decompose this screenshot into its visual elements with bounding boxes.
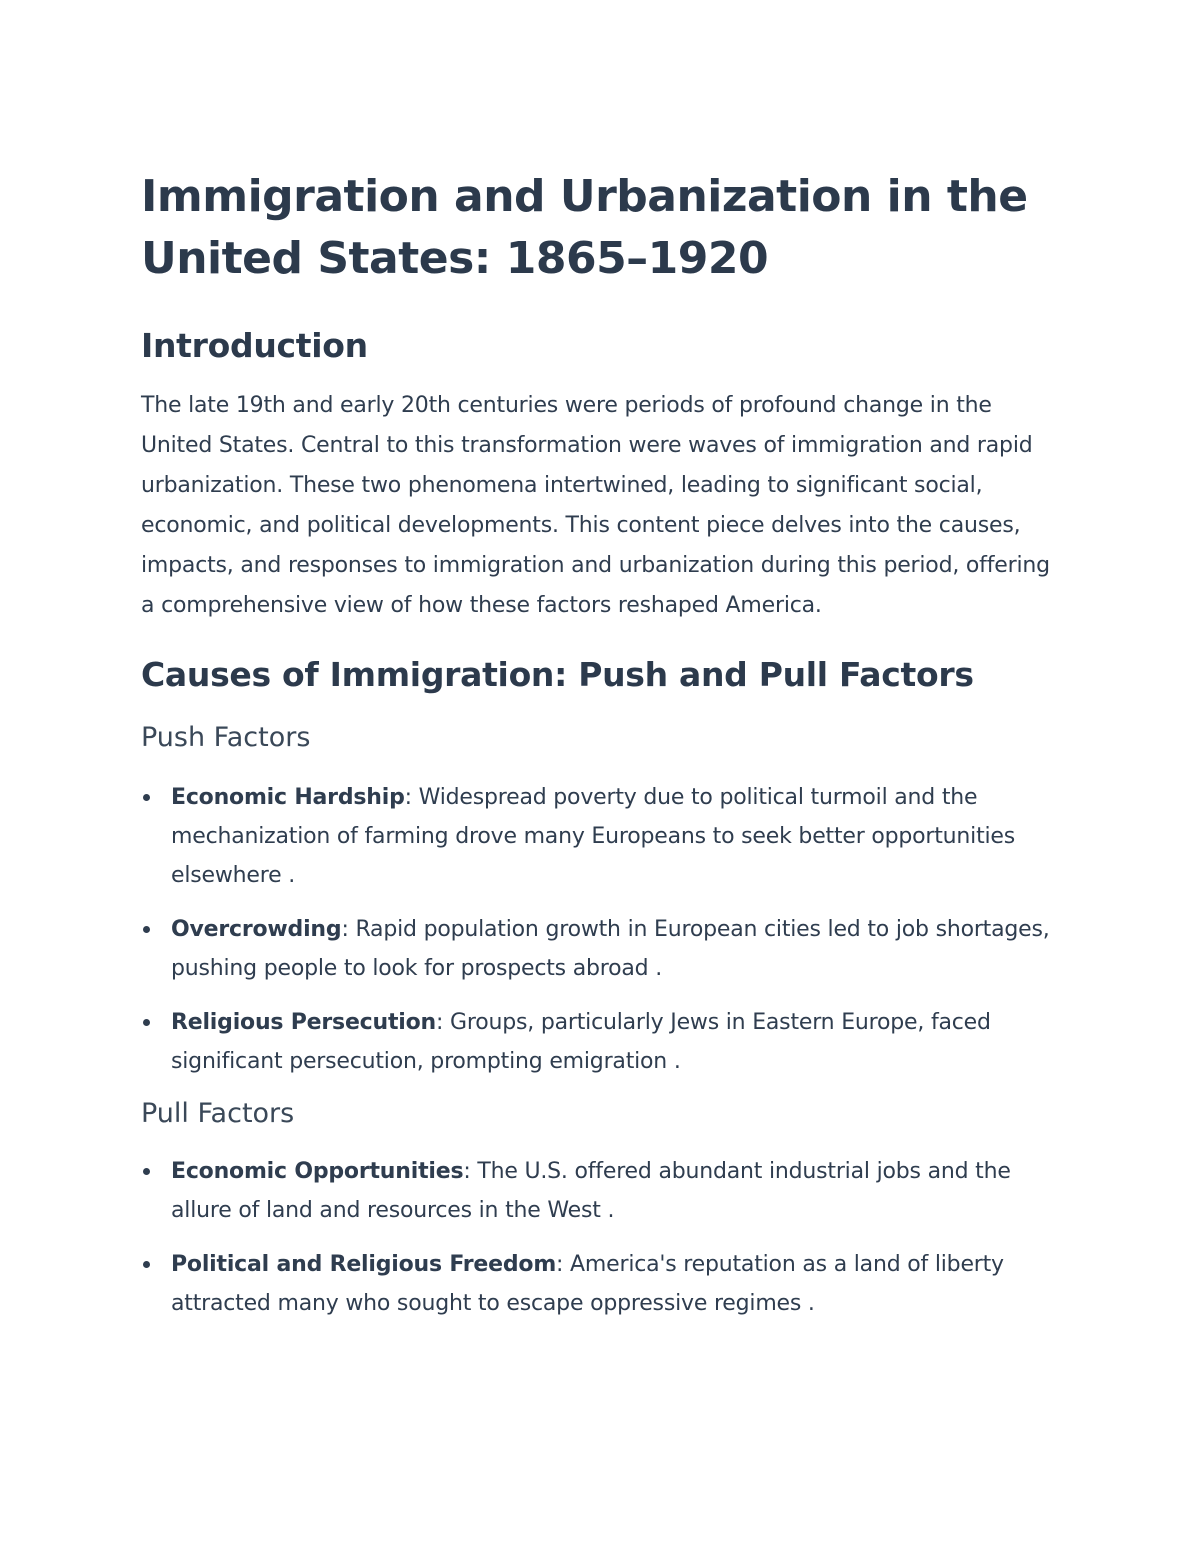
list-item-term: Political and Religious Freedom: [171, 1252, 557, 1277]
bullet-icon: [143, 1261, 150, 1268]
list-item-text: : Rapid population growth in European cities led to job shortages, pushing people to look for prospects abroad .: [171, 917, 1050, 981]
list-item-text: : America's reputation as a land of liberty attracted many who sought to escape oppressive regimes .: [171, 1252, 1004, 1316]
list-item: [141, 910, 1061, 988]
push-factors-heading: Push Factors: [141, 722, 311, 753]
list-item-text: : The U.S. offered abundant industrial jobs and the allure of land and resources in the West .: [171, 1159, 1011, 1223]
bullet-icon: [143, 1168, 150, 1175]
list-item-term: Overcrowding: [171, 917, 342, 942]
pull-factors-heading: Pull Factors: [141, 1098, 295, 1129]
pull-factors-list: [141, 1152, 1061, 1323]
document-page: [141, 166, 1061, 1338]
bullet-icon: [143, 1019, 150, 1026]
page-title: Immigration and Urbanization in the United States: 1865–1920: [141, 171, 1028, 284]
list-item: [141, 1245, 1061, 1323]
list-item-term: Economic Hardship: [171, 785, 405, 810]
list-item-term: Economic Opportunities: [171, 1159, 464, 1184]
bullet-icon: [143, 794, 150, 801]
list-item-text: : Groups, particularly Jews in Eastern Europe, faced significant persecution, prompting emigration .: [171, 1010, 991, 1074]
list-item: [141, 778, 1061, 895]
list-item: [141, 1152, 1061, 1230]
bullet-icon: [143, 926, 150, 933]
list-item-text: : Widespread poverty due to political turmoil and the mechanization of farming drove many Europeans to seek better opportunities elsewhere .: [171, 785, 1016, 888]
introduction-heading: Introduction: [141, 326, 368, 365]
introduction-paragraph: The late 19th and early 20th centuries were periods of profound change in the United States. Central to this transformation were waves of immigration and rapid urbanization. These two phenomena intertwined, leading to significant social, economic, and political developments. This content piece delves into the causes, impacts, and responses to immigration and urbanization during this period, offering a comprehensive view of how these factors reshaped America.: [141, 393, 1050, 618]
list-item: [141, 1003, 1061, 1081]
causes-heading: Causes of Immigration: Push and Pull Factors: [141, 655, 974, 694]
push-factors-list: [141, 778, 1061, 1081]
list-item-term: Religious Persecution: [171, 1010, 437, 1035]
